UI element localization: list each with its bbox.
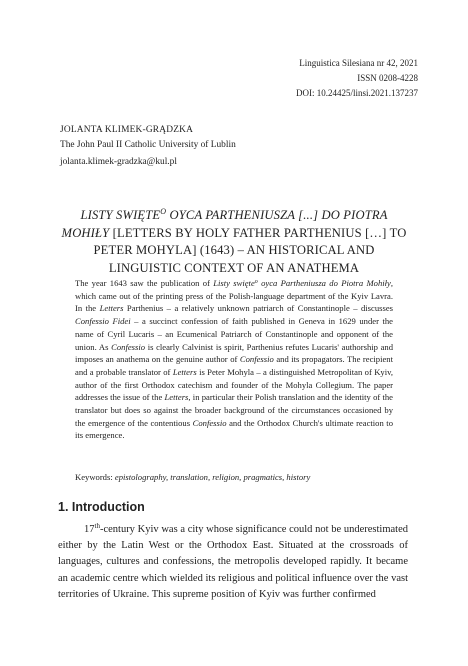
title-regular: [LETTERS BY HOLY FATHER PARTHENIUS […] TO PETER MOHYLA] (1643) – AN HISTORICAL AND LINGUISTIC CONTEXT OF AN ANATHEMA (93, 225, 407, 275)
abstract-italic-3: Letters (99, 303, 124, 314)
author-block (60, 123, 236, 170)
abstract-text-5: is clearly Calvinist is spirit, Parthenius refutes Lucaris' authorship and imposes an anathema on the genuine author of (75, 341, 393, 365)
author-email[interactable]: jolanta.klimek-gradzka@kul.pl (60, 157, 177, 167)
paper-title (58, 207, 410, 277)
title-italic-a: LISTY SWIĘTE (80, 208, 161, 222)
abstract-text-4: – a succinct confession of faith published in Geneva in 1629 under the name of Cyril Lucaris – an Ecumenical Patriarch of Constantinople and opponent of the union. As (75, 316, 393, 352)
abstract-superscript: o (254, 279, 258, 285)
body-text-rest: -century Kyiv was a city whose significance could not be underestimated either by the Latin West or the Orthodox East. Situated at the crossroads of languages, cultures and confessions, the metropolis developed rapidly. It became an academic centre which wielded its religious and political influence over the vast territories of Ukraine. This supreme position of Kyiv was further confirmed (58, 524, 408, 600)
journal-doi: DOI: 10.24425/linsi.2021.137237 (295, 88, 418, 98)
abstract-text-7: is Peter Mohyla – a distinguished Metropolitan of Kyiv, author of the first Orthodox catechism and founder of the Mohyla Collegium. The paper addresses the issue of the (75, 366, 393, 403)
body-text-start: 17 (84, 524, 95, 535)
abstract-italic-6: Confessio (239, 354, 274, 365)
abstract-text-9: and the Orthodox Church's ultimate reaction to its emergence. (75, 417, 393, 441)
body-text (58, 522, 408, 603)
author-affiliation: The John Paul II Catholic University of Lublin (60, 140, 236, 150)
abstract-text-8: , in particular their Polish translation and the identity of the translator but does so against the broader background of the circumstances occasioned by the emergence of the contentious (75, 392, 393, 428)
keywords (75, 472, 310, 482)
abstract-text-6: and its propagators. The recipient and a probable translator of (75, 354, 393, 377)
abstract-italic-2: oyca Partheniusza do Piotra Mohiły (257, 278, 391, 288)
journal-info (296, 56, 418, 101)
keywords-label: Keywords: (75, 472, 115, 482)
author-name: JOLANTA KLIMEK-GRĄDZKA (60, 125, 194, 135)
abstract-text-2: , which came out of the printing press of the Polish-language department of the Kyiv Lavra. In the (75, 278, 393, 314)
abstract-italic-9: Confessio (192, 417, 227, 428)
abstract-italic-1: Listy swięte (213, 278, 255, 288)
journal-name: Linguistica Silesiana nr 42, 2021 (299, 58, 418, 68)
keywords-list: epistolography, translation, religion, pragmatics, history (114, 472, 311, 482)
title-superscript: O (160, 207, 167, 216)
body-paragraph (58, 522, 408, 603)
abstract-text-1: The year 1643 saw the publication of (75, 278, 214, 288)
title-italic-b: OYCA PARTHENIUSZA [...] DO PIOTRA MOHIŁY (61, 208, 388, 240)
abstract-text-3: Parthenius – a relatively unknown patriarch of Constantinople – discusses (123, 303, 393, 314)
body-superscript: th (94, 522, 100, 530)
journal-issn: ISSN 0208-4228 (357, 73, 418, 83)
abstract (75, 277, 393, 442)
abstract-italic-8: Letters (164, 392, 189, 403)
abstract-italic-4: Confessio Fidei (75, 316, 131, 327)
section-heading: 1. Introduction (58, 500, 145, 514)
abstract-italic-5: Confessio (111, 341, 146, 352)
abstract-italic-7: Letters (172, 366, 197, 377)
